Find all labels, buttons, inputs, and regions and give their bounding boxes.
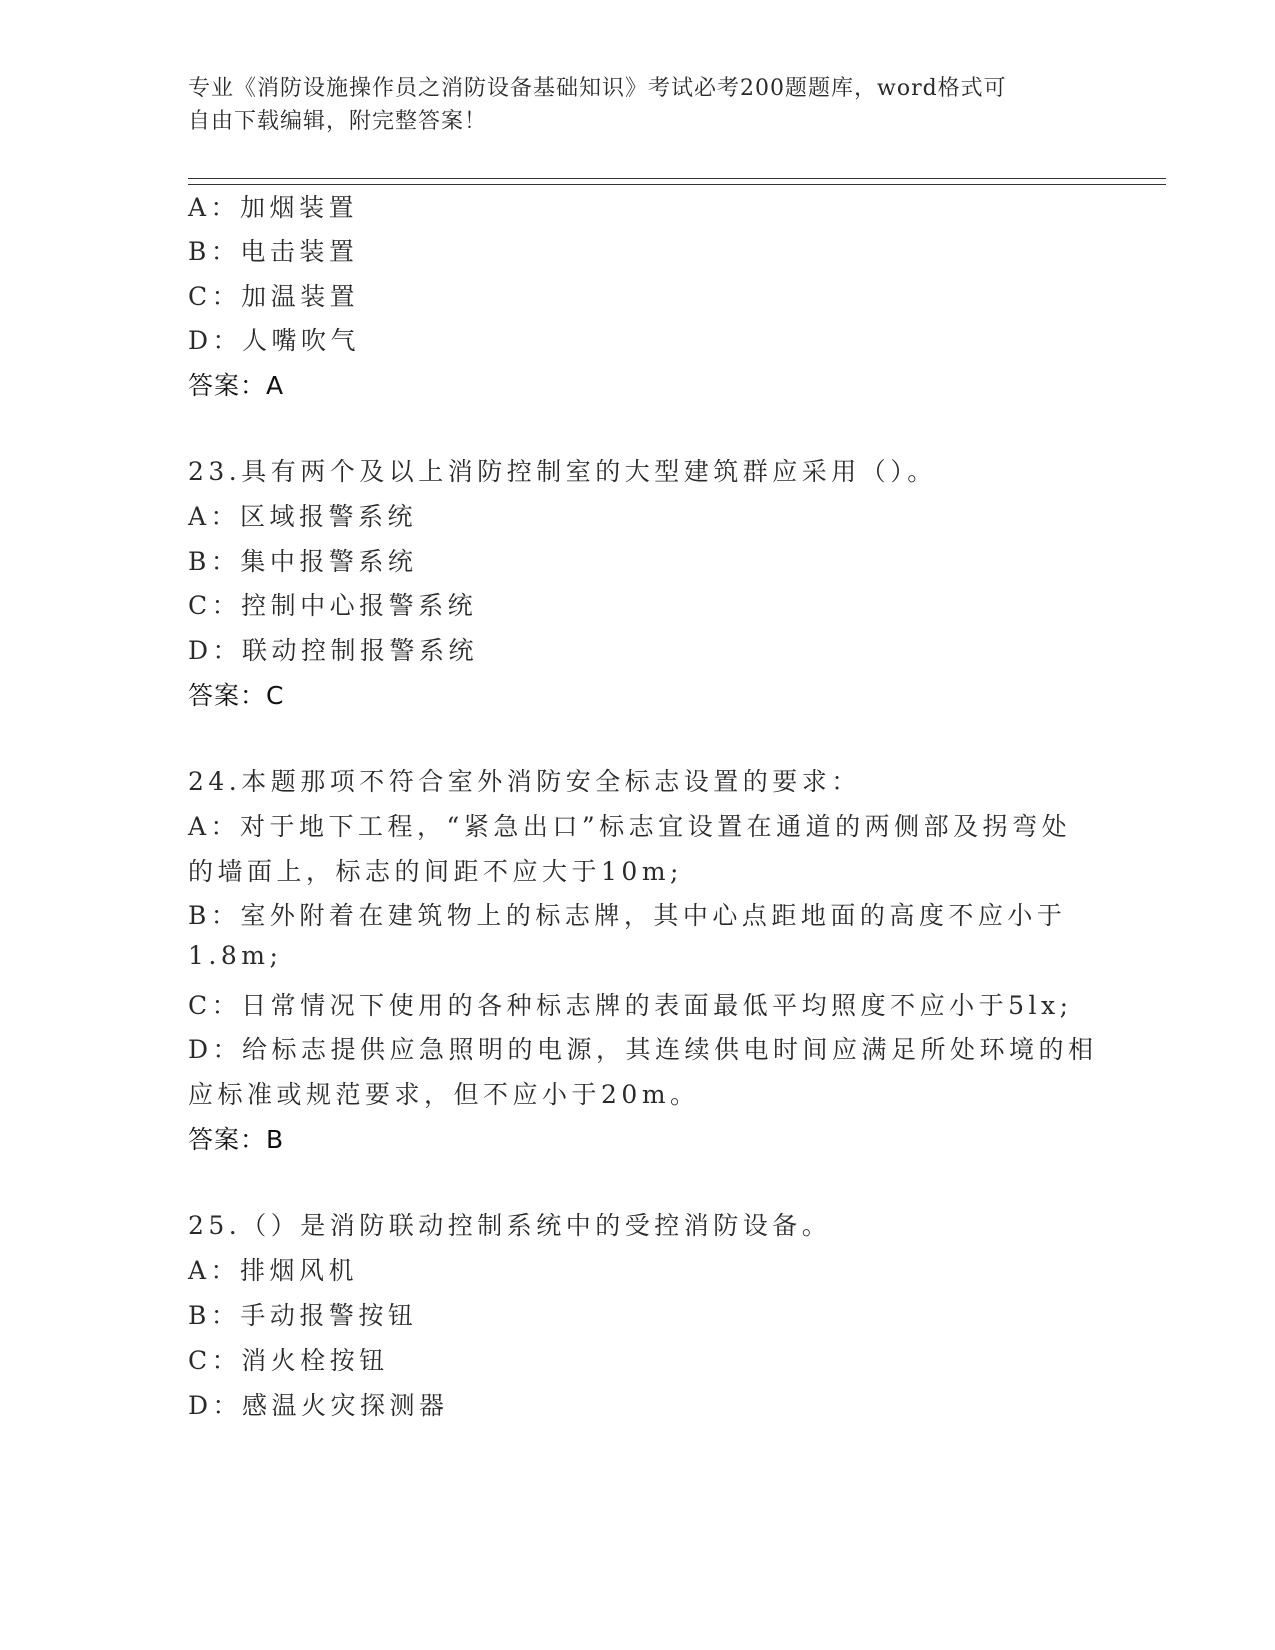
q25-option-b: B：手动报警按钮: [188, 1301, 418, 1330]
document-header: [188, 72, 1088, 138]
q24-option-d-cont: 应标准或规范要求，但不应小于20m。: [188, 1080, 700, 1109]
q24-option-d: D：给标志提供应急照明的电源，其连续供电时间应满足所处环境的相: [188, 1035, 1098, 1064]
q24-option-b: B：室外附着在建筑物上的标志牌，其中心点距地面的高度不应小于: [188, 901, 1067, 930]
q24-option-a: A：对于地下工程，“紧急出口”标志宜设置在通道的两侧部及拐弯处: [188, 812, 1072, 841]
q25-option-d: D：感温火灾探测器: [188, 1391, 449, 1420]
header-divider-bottom: [188, 184, 1166, 185]
q22-option-a: A：加烟装置: [188, 193, 359, 222]
q24-question: 24.本题那项不符合室外消防安全标志设置的要求：: [188, 767, 861, 796]
q22-option-b: B：电击装置: [188, 237, 359, 266]
q24-option-b-cont: 1.8m;: [188, 941, 283, 970]
q22-answer: 答案：A: [188, 371, 285, 400]
header-divider-top: [188, 178, 1166, 179]
q23-option-b: B：集中报警系统: [188, 547, 418, 576]
q22-option-d: D：人嘴吹气: [188, 326, 361, 355]
header-line-2: 自由下载编辑，附完整答案！: [188, 109, 488, 134]
q23-option-c: C：控制中心报警系统: [188, 591, 478, 620]
q23-question: 23.具有两个及以上消防控制室的大型建筑群应采用（）。: [188, 457, 937, 486]
q22-option-c: C：加温装置: [188, 282, 360, 311]
q23-option-a: A：区域报警系统: [188, 502, 418, 531]
q23-option-d: D：联动控制报警系统: [188, 636, 479, 665]
header-line-1: 专业《消防设施操作员之消防设备基础知识》考试必考200题题库，word格式可: [188, 76, 1007, 101]
q25-option-c: C：消火栓按钮: [188, 1346, 389, 1375]
q24-answer: 答案：B: [188, 1125, 285, 1154]
q23-answer: 答案：C: [188, 681, 285, 710]
q24-option-a-cont: 的墙面上，标志的间距不应大于10m;: [188, 857, 683, 886]
q25-question: 25.（）是消防联动控制系统中的受控消防设备。: [188, 1211, 832, 1240]
q24-option-c: C：日常情况下使用的各种标志牌的表面最低平均照度不应小于5lx;: [188, 991, 1073, 1020]
q25-option-a: A：排烟风机: [188, 1256, 359, 1285]
